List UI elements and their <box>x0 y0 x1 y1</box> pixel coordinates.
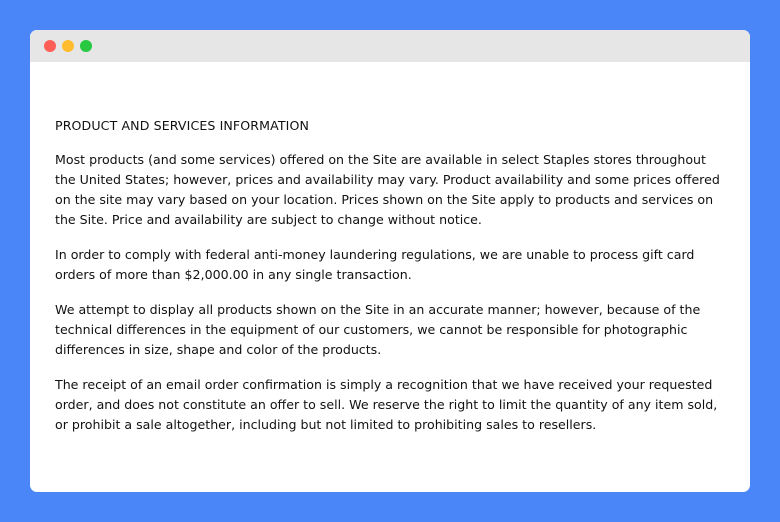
paragraph-display-accuracy: We attempt to display all products shown on the Site in an accurate manner; however, because of the technical differences in the equipment of our customers, we cannot be responsible for photographic differences in size, shape and color of the products. <box>55 302 701 357</box>
zoom-window-button[interactable] <box>80 40 92 52</box>
close-window-button[interactable] <box>44 40 56 52</box>
minimize-window-button[interactable] <box>62 40 74 52</box>
window-titlebar <box>30 30 750 62</box>
paragraph-availability: Most products (and some services) offered on the Site are available in select Staples stores throughout the United States; however, prices and availability may vary. Product availability and some prices offered on the site may vary based on your location. Prices shown on the Site apply to products and services on the Site. Price and availability are subject to change without notice. <box>55 152 720 227</box>
document-content <box>55 116 727 450</box>
paragraph-gift-card-limit: In order to comply with federal anti-money laundering regulations, we are unable to process gift card orders of more than $2,000.00 in any single transaction. <box>55 247 695 282</box>
section-heading: PRODUCT AND SERVICES INFORMATION <box>55 118 309 133</box>
paragraph-order-confirmation: The receipt of an email order confirmation is simply a recognition that we have received your requested order, and does not constitute an offer to sell. We reserve the right to limit the quantity of any item sold, or prohibit a sale altogether, including but not limited to prohibiting sales to resellers. <box>55 377 718 432</box>
browser-window <box>30 30 750 492</box>
